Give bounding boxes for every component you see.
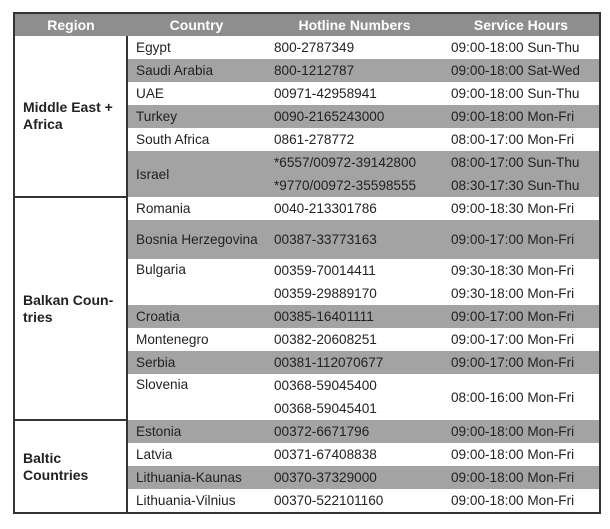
table-row <box>14 36 600 59</box>
service-hours: 09:00-18:30 Mon-Fri <box>451 201 575 216</box>
region-label: Balkan Coun-tries <box>14 197 127 420</box>
service-hours: 09:00-18:00 Mon-Fri <box>443 466 600 489</box>
hotline-number: *9770/00972-35598555 <box>266 174 443 197</box>
service-hours: 09:30-18:30 Mon-Fri <box>451 263 575 278</box>
service-hours: 09:00-18:00 Mon-Fri <box>451 493 575 508</box>
hotline-number: 00372-6671796 <box>266 420 443 443</box>
service-hours: 08:30-17:30 Sun-Thu <box>443 174 600 197</box>
hotline-number: 00381-112070677 <box>266 351 443 374</box>
hotline-number: 800-2787349 <box>274 40 355 55</box>
hotline-number: *6557/00972-39142800 <box>266 151 443 174</box>
country-name: Saudi Arabia <box>127 59 266 82</box>
hotline-number: 0040-213301786 <box>274 201 377 216</box>
hotline-number: 0861-278772 <box>274 132 355 147</box>
hotline-number: 00385-16401111 <box>266 305 443 328</box>
service-hours: 08:00-17:00 Mon-Fri <box>451 132 575 147</box>
service-hours: 09:00-17:00 Mon-Fri <box>443 305 600 328</box>
service-hours: 09:00-18:00 Sun-Thu <box>451 86 580 101</box>
header-row <box>14 13 600 36</box>
country-name: Estonia <box>127 420 266 443</box>
country-name: Latvia <box>136 447 173 462</box>
hotline-number: 0090-2165243000 <box>266 105 443 128</box>
hotline-table <box>13 12 601 514</box>
service-hours: 09:00-17:00 Mon-Fri <box>443 220 600 259</box>
country-name: Montenegro <box>136 332 209 347</box>
hotline-number: 00368-59045400 <box>274 378 377 393</box>
hotline-number: 00387-33773163 <box>266 220 443 259</box>
hotline-number: 00359-70014411 <box>274 263 376 278</box>
country-name: South Africa <box>136 132 210 147</box>
country-name: Slovenia <box>136 377 189 392</box>
header-country: Country <box>127 13 266 36</box>
hotline-number: 00971-42958941 <box>274 86 377 101</box>
hotline-number: 00370-522101160 <box>274 493 384 508</box>
country-name: Israel <box>127 151 266 197</box>
country-name: Bosnia Herzegovina <box>127 220 266 259</box>
hotline-number: 00371-67408838 <box>274 447 377 462</box>
region-label: Baltic Countries <box>14 420 127 513</box>
country-name: Croatia <box>127 305 266 328</box>
hotline-number: 00368-59045401 <box>274 401 377 416</box>
service-hours: 09:00-18:00 Mon-Fri <box>451 447 575 462</box>
country-name: Lithuania-Kaunas <box>127 466 266 489</box>
header-hotline: Hotline Numbers <box>266 13 443 36</box>
header-hours: Service Hours <box>443 13 600 36</box>
country-name: Romania <box>136 201 191 216</box>
service-hours: 09:00-17:00 Mon-Fri <box>451 332 575 347</box>
table-row <box>14 420 600 443</box>
country-name: Turkey <box>127 105 266 128</box>
header-region: Region <box>14 13 127 36</box>
country-name: UAE <box>136 86 164 101</box>
service-hours: 09:00-18:00 Sat-Wed <box>443 59 600 82</box>
service-hours: 09:30-18:00 Mon-Fri <box>451 286 575 301</box>
service-hours: 08:00-17:00 Sun-Thu <box>443 151 600 174</box>
country-name: Lithuania-Vilnius <box>136 493 236 508</box>
service-hours: 09:00-17:00 Mon-Fri <box>443 351 600 374</box>
country-name: Bulgaria <box>136 262 186 277</box>
country-name: Egypt <box>136 40 171 55</box>
hotline-number: 00382-20608251 <box>274 332 377 347</box>
country-name: Serbia <box>127 351 266 374</box>
service-hours: 09:00-18:00 Mon-Fri <box>443 420 600 443</box>
hotline-number: 00359-29889170 <box>274 286 377 301</box>
hotline-number: 00370-37329000 <box>266 466 443 489</box>
service-hours: 08:00-16:00 Mon-Fri <box>451 389 575 405</box>
hotline-number: 800-1212787 <box>266 59 443 82</box>
service-hours: 09:00-18:00 Mon-Fri <box>443 105 600 128</box>
service-hours: 09:00-18:00 Sun-Thu <box>451 40 580 55</box>
table-row <box>14 197 600 220</box>
region-label: Middle East + Africa <box>14 36 127 197</box>
